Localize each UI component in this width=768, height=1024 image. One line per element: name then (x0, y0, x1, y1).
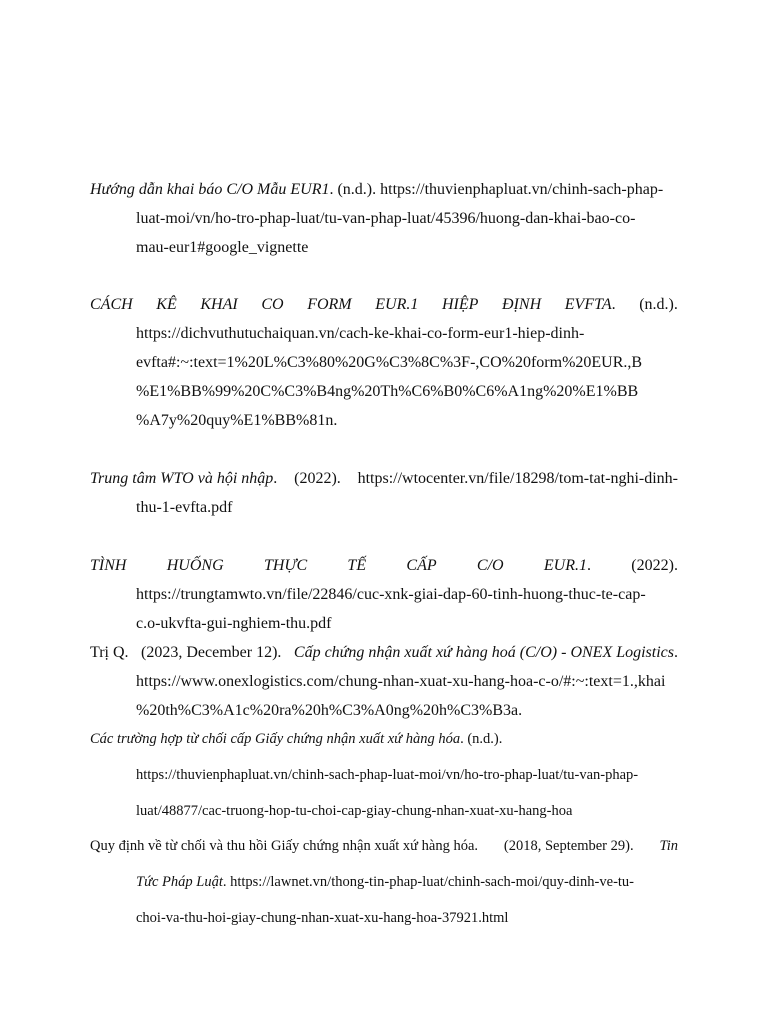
reference-url[interactable]: mau-eur1#google_vignette (136, 239, 309, 256)
reference-url[interactable]: %A7y%20quy%E1%BB%81n. (136, 412, 338, 429)
reference-entry (90, 290, 678, 435)
reference-entry (90, 551, 678, 638)
reference-year: (n.d.). (467, 731, 503, 747)
reference-title-word: CO (261, 296, 284, 313)
reference-url[interactable]: evfta#:~:text=1%20L%C3%80%20G%C3%8C%3F-,CO%20form%20EUR.,B (136, 354, 643, 371)
reference-year: (2022). (631, 557, 678, 574)
reference-url[interactable]: choi-va-thu-hoi-giay-chung-nhan-xuat-xu-hang-hoa-37921.html (136, 910, 509, 926)
reference-entry (90, 828, 678, 936)
reference-url[interactable]: luat-moi/vn/ho-tro-phap-luat/tu-van-phap-luat/45396/huong-dan-khai-bao-co- (136, 210, 636, 227)
reference-url[interactable]: https://lawnet.vn/thong-tin-phap-luat/chinh-sach-moi/quy-dinh-ve-tu- (230, 874, 635, 890)
reference-url[interactable]: %20th%C3%A1c%20ra%20h%C3%A0ng%20h%C3%B3a. (136, 702, 523, 719)
reference-line: Các trường hợp từ chối cấp Giấy chứng nhận xuất xứ hàng hóa. (n.d.). (90, 731, 503, 747)
reference-url[interactable]: luat/48877/cac-truong-hop-tu-choi-cap-giay-chung-nhan-xuat-xu-hang-hoa (136, 803, 573, 819)
reference-url[interactable]: c.o-ukvfta-gui-nghiem-thu.pdf (136, 615, 332, 632)
reference-url[interactable]: https://wtocenter.vn/file/18298/tom-tat-nghi-dinh- (357, 470, 678, 487)
reference-url[interactable]: %E1%BB%99%20C%C3%B4ng%20Th%C6%B0%C6%A1ng%20%E1%BB (136, 383, 639, 400)
reference-entry (90, 721, 678, 829)
reference-title: Quy định về từ chối và thu hồi Giấy chứng nhận xuất xứ hàng hóa. (90, 838, 479, 854)
reference-url[interactable]: https://trungtamwto.vn/file/22846/cuc-xnk-giai-dap-60-tinh-huong-thuc-te-cap- (136, 586, 646, 603)
reference-title-word: EUR.1 (543, 557, 587, 574)
reference-source: Tin (659, 838, 678, 854)
reference-line (90, 828, 678, 864)
reference-title-line: CÁCH KÊ KHAI CO FORM EUR.1 HIỆP ĐỊNH EVFTA. (n.d.). (90, 290, 678, 319)
reference-title-line: TÌNH HUỐNG THỰC TẾ CẤP C/O EUR.1. (2022). (90, 551, 678, 580)
reference-year: (n.d.). (337, 181, 377, 198)
reference-url[interactable]: thu-1-evfta.pdf (136, 499, 233, 516)
reference-title-word: HIỆP (441, 296, 479, 313)
reference-title-word: KHAI (200, 296, 238, 313)
reference-title-word: EUR.1 (375, 296, 419, 313)
reference-title-word: EVFTA (564, 296, 612, 313)
reference-title-word: TẾ (347, 557, 367, 574)
reference-url[interactable]: https://dichvuthutuchaiquan.vn/cach-ke-khai-co-form-eur1-hiep-dinh- (136, 325, 585, 342)
reference-entry (90, 638, 678, 725)
reference-title-word: KÊ (156, 296, 177, 313)
reference-title-word: TÌNH (90, 557, 127, 574)
reference-line: Trị Q. (2023, December 12). Cấp chứng nhận xuất xứ hàng hoá (C/O) - ONEX Logistics. (90, 638, 678, 667)
reference-title-word: ĐỊNH (502, 296, 542, 313)
reference-year: (2018, September 29). (503, 838, 634, 854)
reference-entry (90, 175, 678, 262)
reference-title-word: HUỐNG (166, 557, 224, 574)
reference-source: Tức Pháp Luật (136, 874, 223, 890)
reference-title: Trung tâm WTO và hội nhập (90, 470, 274, 487)
reference-title: Cấp chứng nhận xuất xứ hàng hoá (C/O) - ONEX Logistics (293, 644, 674, 661)
reference-title-word: CẤP (406, 557, 437, 574)
reference-line: Hướng dẫn khai báo C/O Mẫu EUR1. (n.d.). https://thuvienphapluat.vn/chinh-sach-phap- (90, 181, 664, 198)
reference-line: Trung tâm WTO và hội nhập. (2022). https://wtocenter.vn/file/18298/tom-tat-nghi-dinh- (90, 464, 678, 493)
reference-url[interactable]: https://thuvienphapluat.vn/chinh-sach-phap- (380, 181, 664, 198)
reference-title: Hướng dẫn khai báo C/O Mẫu EUR1 (90, 181, 330, 198)
reference-title-word: FORM (307, 296, 352, 313)
reference-url[interactable]: https://www.onexlogistics.com/chung-nhan-xuat-xu-hang-hoa-c-o/#:~:text=1.,khai (136, 673, 666, 690)
reference-year: (2022). (294, 470, 341, 487)
reference-title-word: CÁCH (90, 296, 133, 313)
reference-title-word: C/O (476, 557, 504, 574)
reference-entry (90, 464, 678, 522)
reference-title: Các trường hợp từ chối cấp Giấy chứng nhận xuất xứ hàng hóa (90, 731, 461, 747)
reference-year: (2023, December 12). (141, 644, 282, 661)
reference-url[interactable]: https://thuvienphapluat.vn/chinh-sach-phap-luat-moi/vn/ho-tro-phap-luat/tu-van-phap- (136, 767, 639, 783)
reference-line: Tức Pháp Luật. https://lawnet.vn/thong-tin-phap-luat/chinh-sach-moi/quy-dinh-ve-tu- (136, 874, 635, 890)
reference-author: Trị Q. (90, 644, 129, 661)
reference-year: (n.d.). (639, 296, 678, 313)
reference-title-word: THỰC (263, 557, 308, 574)
